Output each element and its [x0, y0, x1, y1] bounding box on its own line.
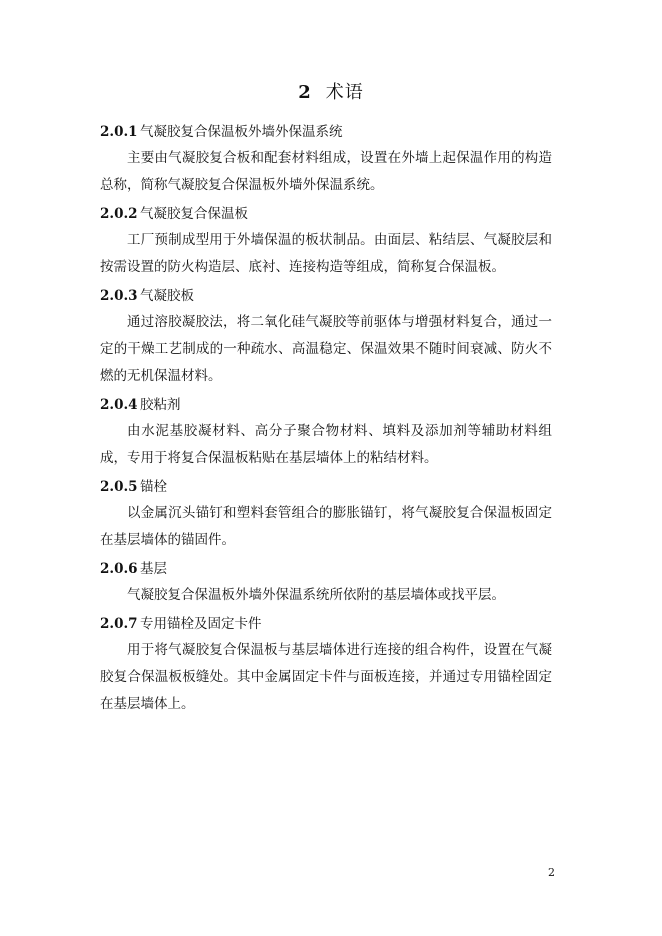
terms-list: [100, 119, 552, 720]
term-number: 2.0.4: [100, 397, 138, 413]
term-item: [100, 611, 552, 718]
page-number: 2: [548, 866, 555, 879]
term-number: 2.0.5: [100, 479, 138, 495]
term-name: 气凝胶复合保温板: [140, 206, 248, 222]
term-item: [100, 474, 552, 554]
term-name: 基层: [140, 561, 167, 577]
chapter-title-text: 术语: [325, 82, 364, 103]
term-definition: 以金属沉头锚钉和塑料套管组合的膨胀锚钉，将气凝胶复合保温板固定在基层墙体的锚固件。: [100, 505, 552, 548]
term-name: 专用锚栓及固定卡件: [140, 616, 262, 632]
term-number: 2.0.1: [100, 124, 138, 140]
chapter-title: [0, 78, 662, 104]
term-definition: 主要由气凝胶复合板和配套材料组成，设置在外墙上起保温作用的构造总称，简称气凝胶复合保温板外墙外保温系统。: [100, 150, 552, 193]
term-item: [100, 119, 552, 199]
chapter-number: 2: [298, 82, 312, 103]
term-definition: 气凝胶复合保温板外墙外保温系统所依附的基层墙体或找平层。: [127, 587, 505, 603]
term-definition: 通过溶胶凝胶法，将二氧化硅气凝胶等前驱体与增强材料复合，通过一定的干燥工艺制成的一种疏水、高温稳定、保温效果不随时间衰减、防火不燃的无机保温材料。: [100, 314, 552, 384]
term-number: 2.0.2: [100, 206, 138, 222]
term-number: 2.0.7: [100, 616, 138, 632]
term-name: 气凝胶复合保温板外墙外保温系统: [140, 124, 343, 140]
term-item: [100, 283, 552, 390]
term-definition: 用于将气凝胶复合保温板与基层墙体进行连接的组合构件，设置在气凝胶复合保温板板缝处。其中金属固定卡件与面板连接，并通过专用锚栓固定在基层墙体上。: [100, 642, 552, 712]
term-name: 胶粘剂: [140, 397, 181, 413]
term-number: 2.0.3: [100, 288, 138, 304]
term-item: [100, 392, 552, 472]
term-name: 气凝胶板: [140, 288, 194, 304]
term-number: 2.0.6: [100, 561, 138, 577]
term-item: [100, 556, 552, 609]
term-name: 锚栓: [140, 479, 167, 495]
term-definition: 由水泥基胶凝材料、高分子聚合物材料、填料及添加剂等辅助材料组成，专用于将复合保温板粘贴在基层墙体上的粘结材料。: [100, 423, 552, 466]
term-item: [100, 201, 552, 281]
term-definition: 工厂预制成型用于外墙保温的板状制品。由面层、粘结层、气凝胶层和按需设置的防火构造层、底衬、连接构造等组成，简称复合保温板。: [100, 232, 552, 275]
